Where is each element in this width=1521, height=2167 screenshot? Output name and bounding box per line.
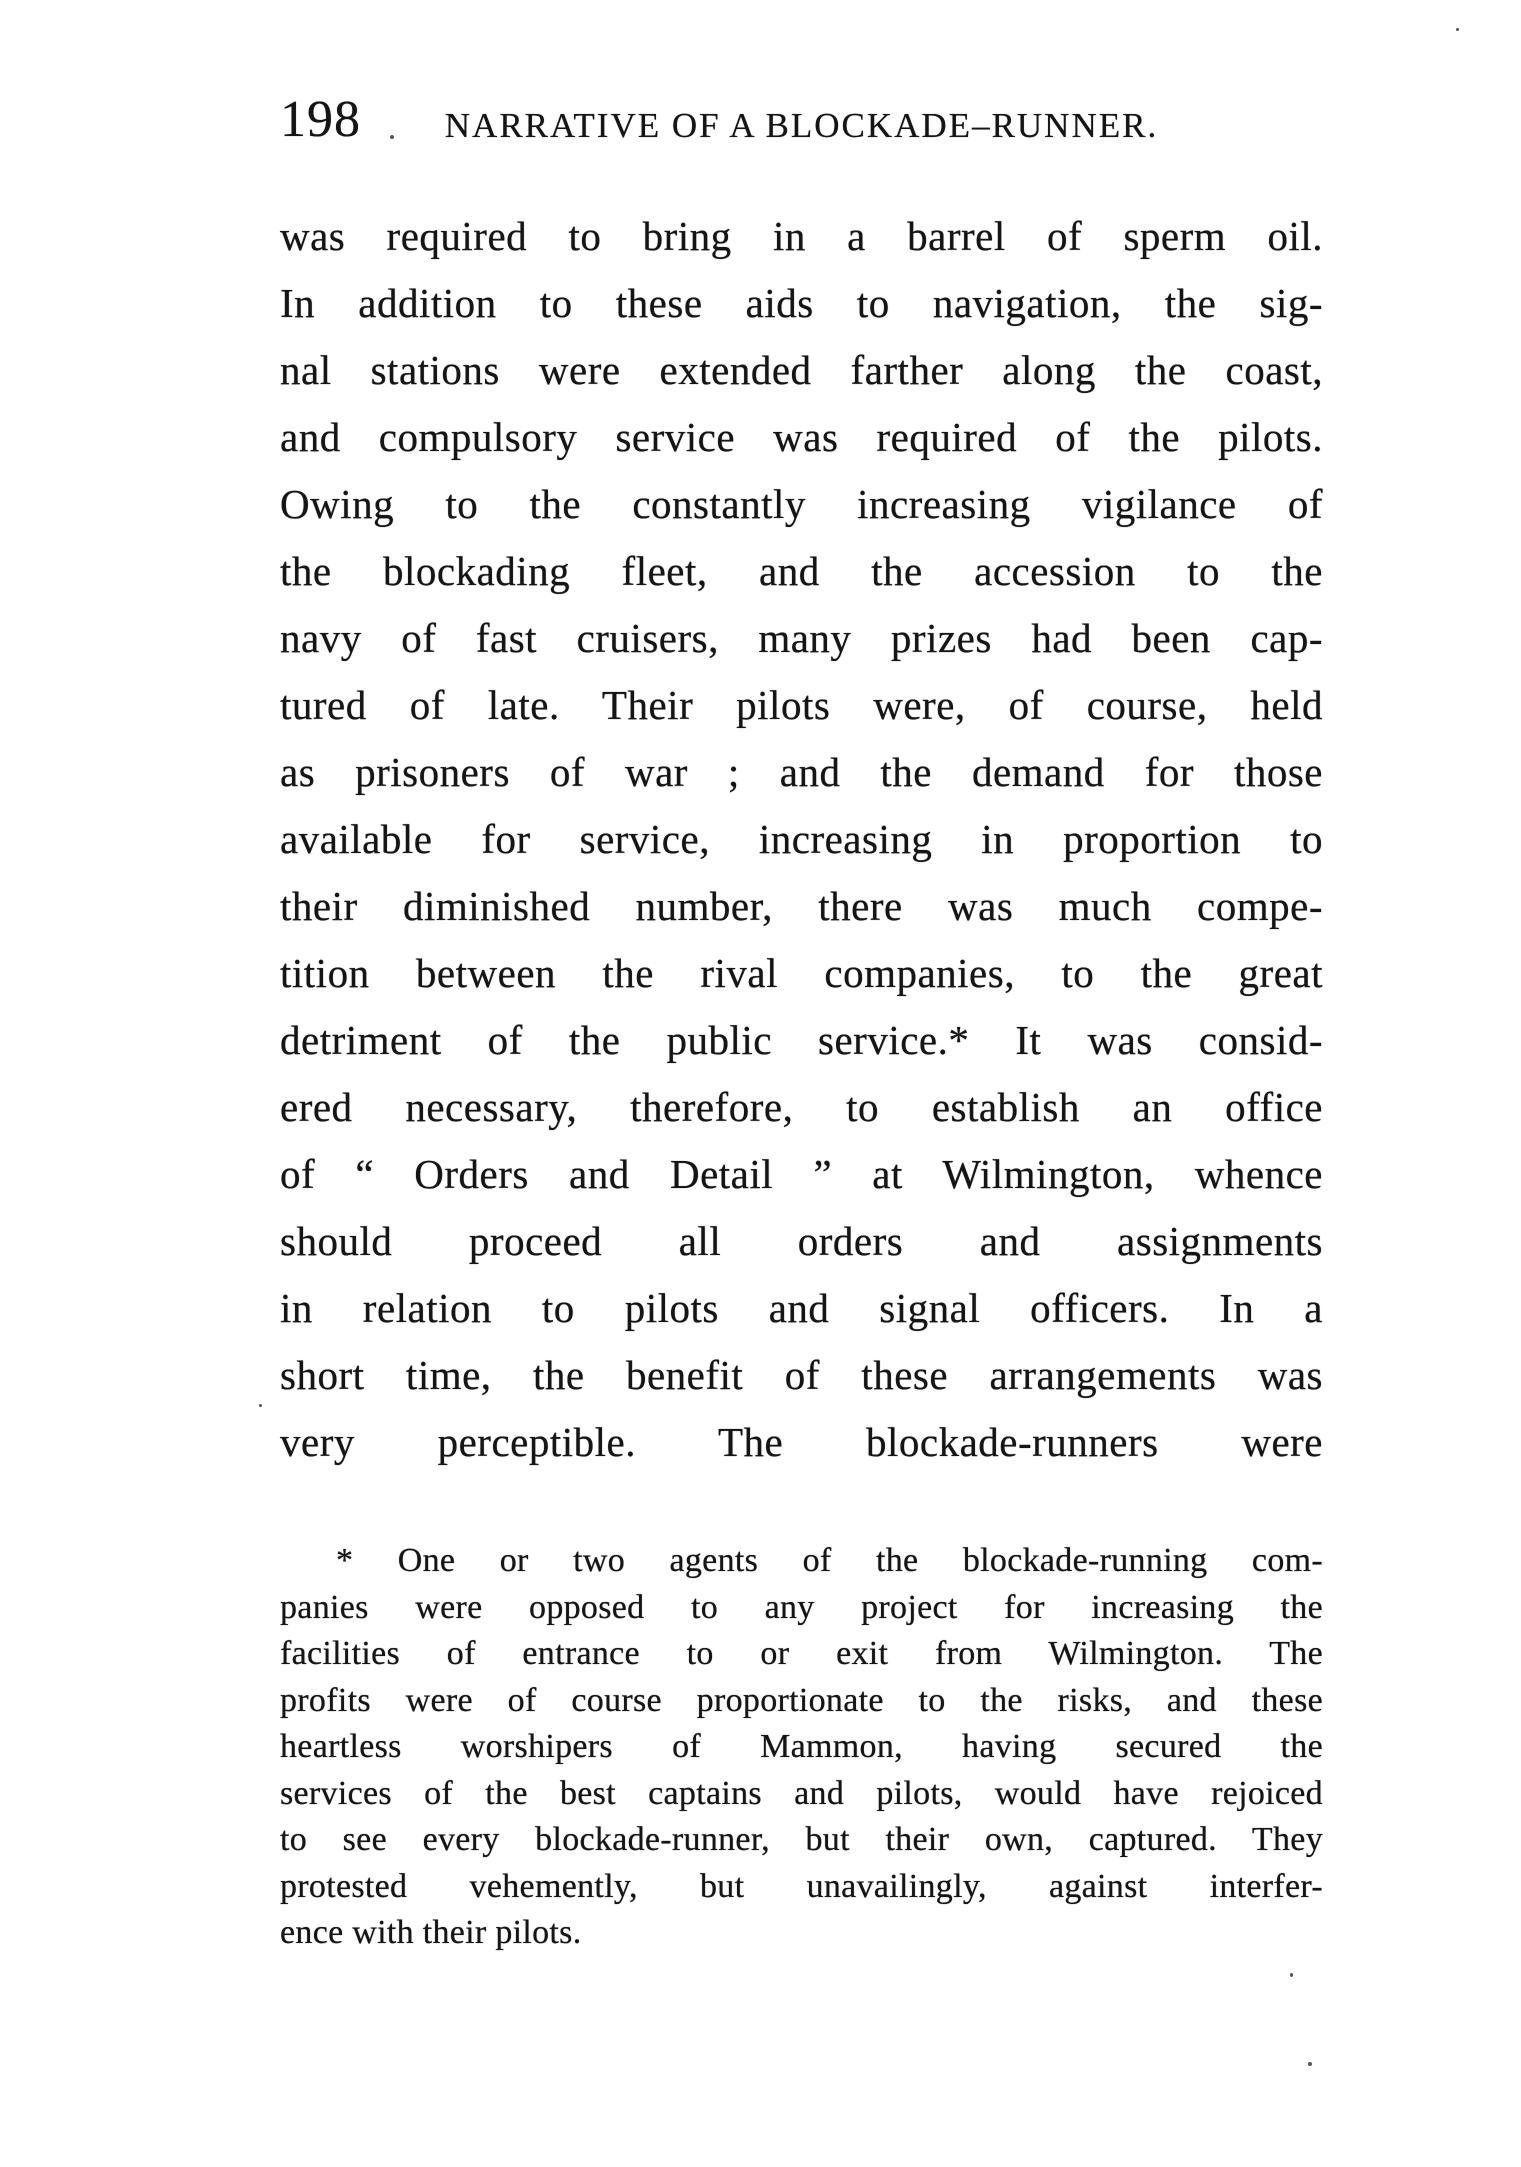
text-line: short time, the benefit of these arrangements was (280, 1352, 1323, 1398)
text-line: was required to bring in a barrel of sperm oil. (280, 213, 1323, 259)
text-line: * One or two agents of the blockade-running com- (336, 1542, 1323, 1579)
scan-speck (1308, 2062, 1312, 2066)
body-text (280, 203, 1323, 1476)
page-header (280, 0, 1323, 170)
text-line: tured of late. Their pilots were, of course, held (280, 682, 1323, 728)
text-line: panies were opposed to any project for increasing the (280, 1588, 1323, 1626)
text-line: nal stations were extended farther along the coast, (280, 347, 1323, 393)
text-line: very perceptible. The blockade-runners were (280, 1419, 1323, 1465)
text-line: protested vehemently, but unavailingly, against interfer- (280, 1867, 1323, 1905)
scan-speck (390, 135, 394, 139)
text-line: their diminished number, there was much compe- (280, 883, 1323, 929)
page-number: 198 (280, 91, 361, 148)
text-line: detriment of the public service.* It was consid- (280, 1017, 1323, 1063)
running-head: NARRATIVE OF A BLOCKADE–RUNNER. (444, 106, 1159, 145)
scan-speck (259, 1404, 262, 1407)
text-line: profits were of course proportionate to the risks, and these (280, 1681, 1323, 1719)
text-line: in relation to pilots and signal officers. In a (280, 1285, 1323, 1331)
text-line: as prisoners of war ; and the demand for those (280, 749, 1323, 795)
text-line: facilities of entrance to or exit from Wilmington. The (280, 1635, 1323, 1672)
scan-speck (1290, 1973, 1293, 1977)
text-line: tition between the rival companies, to the great (280, 950, 1323, 996)
scan-speck (1456, 28, 1459, 31)
text-line: In addition to these aids to navigation, the sig- (280, 280, 1323, 326)
text-line: ered necessary, therefore, to establish an office (280, 1084, 1323, 1130)
text-line: Owing to the constantly increasing vigilance of (280, 481, 1323, 527)
text-line: to see every blockade-runner, but their own, captured. They (280, 1821, 1323, 1858)
text-line: available for service, increasing in proportion to (280, 816, 1323, 862)
text-line: of “ Orders and Detail ” at Wilmington, whence (280, 1151, 1323, 1197)
text-line: the blockading fleet, and the accession to the (280, 548, 1323, 594)
text-line: and compulsory service was required of the pilots. (280, 414, 1323, 460)
text-line: heartless worshipers of Mammon, having secured the (280, 1728, 1323, 1765)
text-line: ence with their pilots. (280, 1914, 582, 1951)
text-line: navy of fast cruisers, many prizes had been cap- (280, 615, 1323, 661)
text-line: should proceed all orders and assignments (280, 1218, 1323, 1264)
text-line: services of the best captains and pilots, would have rejoiced (280, 1774, 1323, 1812)
footnote (280, 1538, 1323, 1957)
